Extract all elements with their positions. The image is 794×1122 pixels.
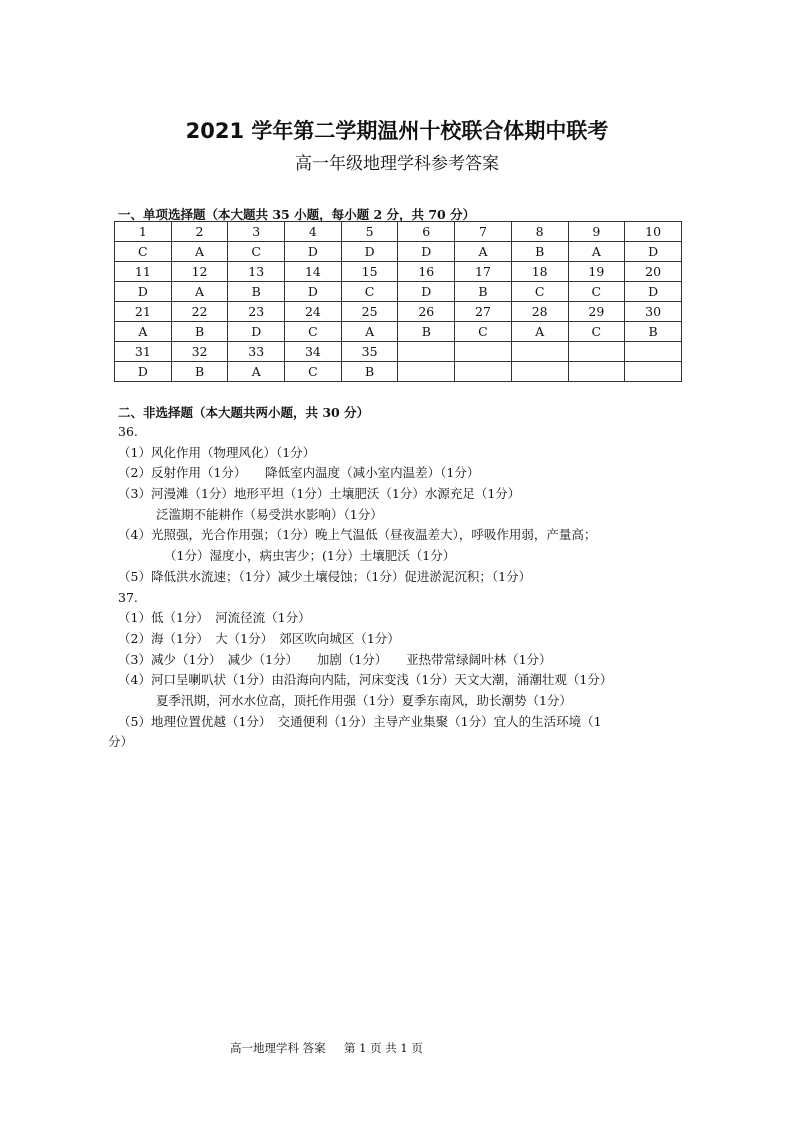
answer-line: （2）海（1分） 大（1分） 郊区吹向城区（1分） <box>118 630 400 646</box>
answer-cell: B <box>511 242 568 262</box>
answer-cell: A <box>455 242 512 262</box>
answer-cell: D <box>625 242 682 262</box>
answer-cell: C <box>285 362 342 382</box>
answer-line: （1）风化作用（物理风化）（1分） <box>118 444 316 460</box>
question-number-cell: 1 <box>115 222 172 242</box>
answer-line: （3）减少（1分） 减少（1分） 加剧（1分） 亚热带常绿阔叶林（1分） <box>118 651 552 667</box>
answer-cell: A <box>511 322 568 342</box>
table-row <box>115 242 682 262</box>
question-number-cell: 6 <box>398 222 455 242</box>
answer-line: （5）降低洪水流速；（1分）减少土壤侵蚀；（1分）促进淤泥沉积；（1分） <box>118 568 532 584</box>
answer-cell: B <box>228 282 285 302</box>
answer-cell: C <box>568 282 625 302</box>
question-number-cell: 11 <box>115 262 172 282</box>
answer-cell: C <box>511 282 568 302</box>
answer-cell: C <box>455 322 512 342</box>
answer-line: 泛滥期不能耕作（易受洪水影响）（1分） <box>156 506 383 522</box>
answer-line: 分） <box>108 734 134 750</box>
answer-cell: D <box>398 242 455 262</box>
question-number-cell <box>568 342 625 362</box>
document-subtitle: 高一年级地理学科参考答案 <box>295 154 499 174</box>
question-number-cell: 32 <box>171 342 228 362</box>
answer-cell: D <box>285 282 342 302</box>
question-number-cell: 31 <box>115 342 172 362</box>
answer-cell: D <box>115 282 172 302</box>
table-row <box>115 262 682 282</box>
section2-heading: 二、非选择题（本大题共两小题，共 30 分） <box>118 405 370 420</box>
question-number-cell: 16 <box>398 262 455 282</box>
question-number-cell: 19 <box>568 262 625 282</box>
question-number-cell: 7 <box>455 222 512 242</box>
question-number-cell <box>511 342 568 362</box>
answer-cell: D <box>625 282 682 302</box>
table-row <box>115 322 682 342</box>
question-number-cell: 25 <box>341 302 398 322</box>
answer-cell: D <box>228 322 285 342</box>
question-number-cell: 15 <box>341 262 398 282</box>
question-number-cell: 22 <box>171 302 228 322</box>
answer-cell: B <box>341 362 398 382</box>
answer-cell: C <box>341 282 398 302</box>
answer-cell: C <box>228 242 285 262</box>
answer-cell: C <box>568 322 625 342</box>
question-number-cell: 34 <box>285 342 342 362</box>
question-number-cell: 10 <box>625 222 682 242</box>
question-number-cell: 21 <box>115 302 172 322</box>
question-number-cell: 13 <box>228 262 285 282</box>
table-row <box>115 282 682 302</box>
question-number-cell: 14 <box>285 262 342 282</box>
answer-line: 夏季汛期，河水水位高，顶托作用强（1分）夏季东南风，助长潮势（1分） <box>156 692 572 708</box>
table-row <box>115 362 682 382</box>
question-number-cell: 12 <box>171 262 228 282</box>
question-number-cell: 35 <box>341 342 398 362</box>
answer-line: （4）光照强，光合作用强；（1分）晚上气温低（昼夜温差大），呼吸作用弱，产量高； <box>118 527 597 543</box>
section1-heading: 一、单项选择题（本大题共 35 小题，每小题 2 分，共 70 分） <box>118 207 476 222</box>
question-number-cell: 28 <box>511 302 568 322</box>
question-number-cell: 20 <box>625 262 682 282</box>
answer-cell: A <box>228 362 285 382</box>
answer-cell <box>455 362 512 382</box>
answer-cell: A <box>171 282 228 302</box>
answer-cell: A <box>115 322 172 342</box>
question-number-cell: 23 <box>228 302 285 322</box>
question-number-cell: 17 <box>455 262 512 282</box>
page-footer <box>230 1040 423 1056</box>
answer-cell: B <box>171 322 228 342</box>
answer-cell: C <box>115 242 172 262</box>
question-37-number: 37. <box>118 589 138 605</box>
question-number-cell: 5 <box>341 222 398 242</box>
answer-cell <box>625 362 682 382</box>
question-number-cell: 33 <box>228 342 285 362</box>
free-response-answers <box>108 422 708 753</box>
question-number-cell: 24 <box>285 302 342 322</box>
answer-cell <box>398 362 455 382</box>
answer-cell: D <box>398 282 455 302</box>
answer-cell: D <box>115 362 172 382</box>
answer-line: （2）反射作用（1分） 降低室内温度（减小室内温差）（1分） <box>118 465 480 481</box>
question-number-cell: 18 <box>511 262 568 282</box>
table-row <box>115 302 682 322</box>
question-number-cell <box>625 342 682 362</box>
answer-cell: B <box>455 282 512 302</box>
answer-line: （1分）湿度小，病虫害少；(1分）土壤肥沃（1分） <box>164 548 456 564</box>
question-number-cell: 29 <box>568 302 625 322</box>
footer-page-number: 第 1 页 共 1 页 <box>343 1041 423 1055</box>
table-row <box>115 342 682 362</box>
question-number-cell: 4 <box>285 222 342 242</box>
question-number-cell: 2 <box>171 222 228 242</box>
answer-cell: A <box>171 242 228 262</box>
answer-cell: C <box>285 322 342 342</box>
answer-cell: B <box>171 362 228 382</box>
answer-line: （4）河口呈喇叭状（1分）由沿海向内陆，河床变浅（1分）天文大潮，涌潮壮观（1分） <box>118 672 613 688</box>
question-number-cell: 27 <box>455 302 512 322</box>
answer-cell: D <box>341 242 398 262</box>
answer-cell: A <box>568 242 625 262</box>
table-row <box>115 222 682 242</box>
answer-table <box>114 221 682 382</box>
question-number-cell: 30 <box>625 302 682 322</box>
answer-cell: A <box>341 322 398 342</box>
question-number-cell: 9 <box>568 222 625 242</box>
answer-cell: B <box>398 322 455 342</box>
footer-subject: 高一地理学科 答案 <box>230 1041 326 1055</box>
question-36-number: 36. <box>118 424 138 439</box>
answer-line: （1）低（1分） 河流径流（1分） <box>118 610 311 626</box>
question-number-cell: 8 <box>511 222 568 242</box>
answer-cell: B <box>625 322 682 342</box>
question-number-cell: 3 <box>228 222 285 242</box>
answer-cell <box>511 362 568 382</box>
answer-line: （3）河漫滩（1分）地形平坦（1分）土壤肥沃（1分）水源充足（1分） <box>118 486 521 502</box>
question-number-cell <box>398 342 455 362</box>
answer-cell: D <box>285 242 342 262</box>
document-title: 2021 学年第二学期温州十校联合体期中联考 <box>185 119 609 143</box>
answer-line: （5）地理位置优越（1分） 交通便利（1分）主导产业集聚（1分）宜人的生活环境（1 <box>118 713 602 729</box>
answer-cell <box>568 362 625 382</box>
question-number-cell <box>455 342 512 362</box>
question-number-cell: 26 <box>398 302 455 322</box>
